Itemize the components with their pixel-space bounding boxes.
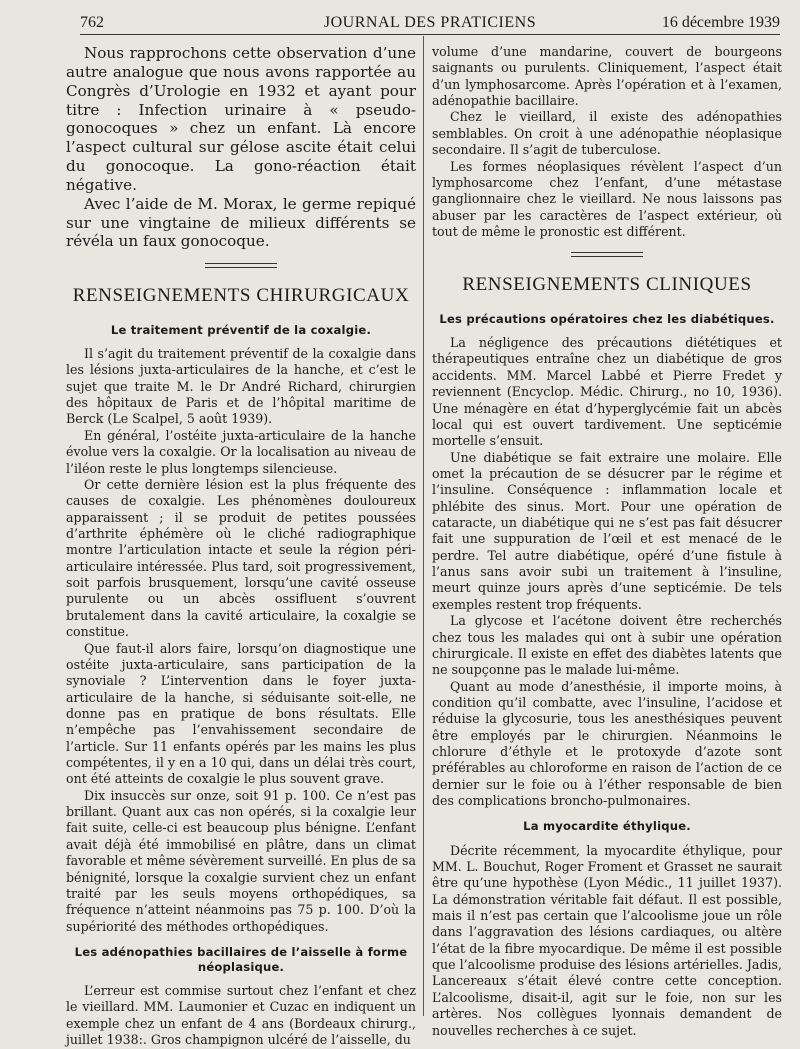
article-paragraph: Chez le vieillard, il existe des adénopathies semblables. On croit à une adénopathie néoplasique secondaire. Il s’agit de tuberculose. [432, 109, 782, 158]
section-title-chirurgicaux: RENSEIGNEMENTS CHIRURGICAUX [72, 285, 410, 307]
article-paragraph: Que faut-il alors faire, lorsqu’on diagnostique une ostéite juxta-articulaire, sans participation de la synoviale ? L’intervention dans le foyer juxta-articulaire de la hanche, si séduisante soit-elle, ne donne pas en pratique de bons résultats. Elle n’empêche pas l’envahissement secondaire de l’article. Sur 11 enfants opérés par les mains les plus compétentes, il y en a 10 qui, dans un délai très court, ont été atteints de coxalgie le plus souvent grave. [66, 640, 416, 787]
journal-title: JOURNAL DES PRATICIENS [323, 14, 537, 31]
section-separator [205, 263, 277, 268]
article-paragraph: Dix insuccès sur onze, soit 91 p. 100. Ce n’est pas brillant. Quant aux cas non opérés, si la coxalgie leur fait suite, celle-ci est beaucoup plus bénigne. L’enfant avait déjà été immobilisé en plâtre, dans un climat favorable et même sévèrement surveillé. En plus de sa bénignité, lorsque la coxalgie survient chez un enfant traité par les seuls moyens orthopédiques, sa fréquence n’atteint néanmoins pas 75 p. 100. D’où la supériorité des méthodes orthopédiques. [66, 787, 416, 934]
page-number: 762 [80, 14, 104, 31]
section-title-cliniques: RENSEIGNEMENTS CLINIQUES [462, 274, 752, 296]
running-header [80, 8, 780, 35]
article-paragraph: Les formes néoplasiques révèlent l’aspect d’un lymphosarcome chez l’enfant, d’une métastase ganglionnaire chez le vieillard. Ne nous laissons pas abuser par les caractères de l’aspect extérieur, où tout de même le pronostic est différent. [432, 158, 782, 239]
article-paragraph: Une diabétique se fait extraire une molaire. Elle omet la précaution de se désucrer par le régime et l’insuline. Conséquence : inflammation locale et phlébite des sinus. Mort. Pour une opération de cataracte, un diabétique qui ne s’est pas fait désucrer fait une suppuration de l’œil et est menacé de le perdre. Tel autre diabétique, opéré d’une fistule à l’anus sans avoir subi un traitement à l’insuline, meurt quinze jours après d’une septicémie. De tels exemples restent trop fréquents. [432, 449, 782, 612]
issue-date: 16 décembre 1939 [661, 14, 780, 31]
article-heading-adenopathies: Les adénopathies bacillaires de l’aisselle à forme néoplasique. [74, 944, 408, 975]
article-heading-diabetiques: Les précautions opératoires chez les diabétiques. [439, 312, 775, 326]
article-paragraph: Il s’agit du traitement préventif de la coxalgie dans les lésions juxta-articulaires de la hanche, et c’est le sujet que traite M. le Dr André Richard, chirurgien des hôpitaux de Paris et de l’hôpital maritime de Berck (Le Scalpel, 5 août 1939). [66, 346, 416, 427]
column-divider [423, 36, 424, 1016]
right-column [432, 44, 782, 1039]
article-heading-coxalgie: Le traitement préventif de la coxalgie. [110, 322, 372, 337]
article-paragraph: Or cette dernière lésion est la plus fréquente des causes de coxalgie. Les phénomènes douloureux apparaissent ; il se produit de petites poussées d’arthrite éphémère où le cliché radiographique montre l’articulation intacte et seule la région péri-articulaire intéressée. Plus tard, soit progressivement, soit parfois brusquement, lorsqu’une cavité osseuse purulente ou un abcès ossifluent s’ouvrent brutalement dans la cavité articulaire, la coxalgie se constitue. [66, 476, 416, 640]
intro-paragraph: Nous rapprochons cette observation d’une autre analogue que nous avons rapportée au Congrès d’Urologie en 1932 et ayant pour titre : Infection urinaire à « pseudo-gonocoques » chez un enfant. Là encore l’aspect cultural sur gélose ascite était celui du gonocoque. La gono-réaction était négative. [66, 44, 416, 194]
article-paragraph: Quant au mode d’anesthésie, il importe moins, à condition qu’il combatte, avec l’insuline, l’acidose et réduise la glycosurie, tous les anesthésiques peuvent être employés par le chirurgien. Néanmoins le chlorure d’éthyle et le protoxyde d’azote sont préférables au chloroforme en raison de l’action de ce dernier sur le foie ou à l’éther responsable de bien des complications broncho-pulmonaires. [432, 678, 782, 809]
article-paragraph: La négligence des précautions diététiques et thérapeutiques entraîne chez un diabétique de gros accidents. MM. Marcel Labbé et Pierre Fredet y reviennent (Encyclop. Médic. Chirurg., no 10, 1936). Une ménagère en état d’hyperglycémie fait un abcès local qui est ouvert tardivement. Une septicémie mortelle s’ensuit. [432, 335, 782, 449]
left-column [66, 44, 416, 1049]
article-paragraph: L’erreur est commise surtout chez l’enfant et chez le vieillard. MM. Laumonier et Cuzac en indiquent un exemple chez un enfant de 4 ans (Bordeaux chirurg., juillet 1938:. Gros champignon ulcéré de l’aisselle, du [66, 983, 416, 1048]
article-paragraph: En général, l’ostéite juxta-articulaire de la hanche évolue vers la coxalgie. Or la localisation au niveau de l’iléon reste le plus longtemps silencieuse. [66, 427, 416, 476]
article-paragraph: Décrite récemment, la myocardite éthylique, pour MM. L. Bouchut, Roger Froment et Grasset ne saurait être qu’une hypothèse (Lyon Médic., 11 juillet 1937). La démonstration véritable fait défaut. Il est possible, mais il n’est pas certain que l’alcoolisme joue un rôle dans l’aggravation des lésions cardiaques, ou altère l’état de la fibre myocardique. De même il est possible que l’alcoolisme produise des lésions artérielles. Jadis, Lancereaux s’était élevé contre cette conception. L’alcoolisme, disait-il, agit sur le foie, non sur les artères. Nos collègues lyonnais demandent de nouvelles recherches à ce sujet. [432, 842, 782, 1038]
article-heading-myocardite: La myocardite éthylique. [523, 819, 691, 834]
intro-paragraph: Avec l’aide de M. Morax, le germe repiqué sur une vingtaine de milieux différents se révéla un faux gonocoque. [66, 194, 416, 251]
article-paragraph: La glycose et l’acétone doivent être recherchés chez tous les malades qui ont à subir une opération chirurgicale. Il existe en effet des diabètes latents que ne soupçonne pas le malade lui-même. [432, 613, 782, 678]
article-paragraph: volume d’une mandarine, couvert de bourgeons saignants ou purulents. Cliniquement, l’aspect était d’un lymphosarcome. Après l’opération et à l’examen, adénopathie bacillaire. [432, 44, 782, 109]
section-separator [571, 252, 643, 257]
